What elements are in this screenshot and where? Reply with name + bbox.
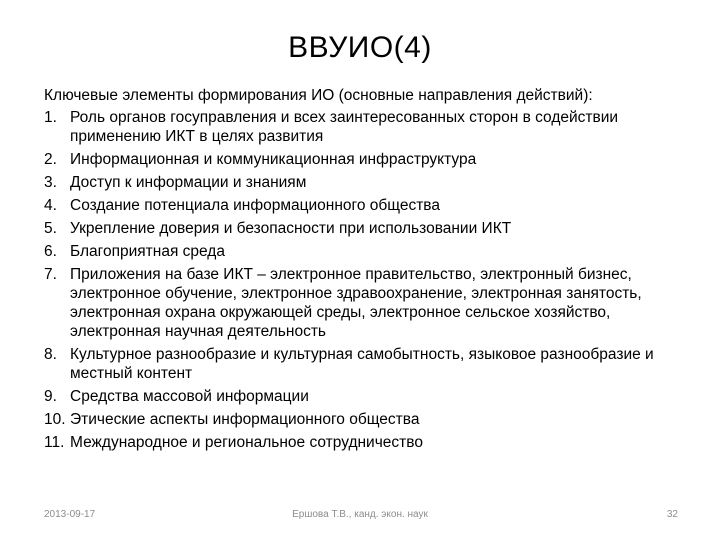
item-number: 6. xyxy=(44,243,57,260)
list-item xyxy=(44,196,684,215)
item-text: Культурное разнообразие и культурная самобытность, языковое разнообразие и местный контент xyxy=(70,346,654,382)
footer-date: 2013-09-17 xyxy=(44,509,96,520)
item-number: 11. xyxy=(44,434,65,451)
list-item xyxy=(44,219,684,238)
item-text: Информационная и коммуникационная инфраструктура xyxy=(70,151,477,168)
intro-text: Ключевые элементы формирования ИО (основные направления действий): xyxy=(44,87,593,104)
directions-list xyxy=(44,108,684,452)
item-number: 5. xyxy=(44,220,57,237)
item-text: Этические аспекты информационного общества xyxy=(70,411,420,428)
slide-title: ВВУИО(4) xyxy=(288,31,432,64)
list-item xyxy=(44,345,684,383)
item-number: 10. xyxy=(44,411,66,428)
list-item xyxy=(44,242,684,261)
item-text: Создание потенциала информационного общества xyxy=(70,197,440,214)
item-text: Роль органов госуправления и всех заинтересованных сторон в содействии применению ИКТ в целях развития xyxy=(70,109,619,145)
item-number: 8. xyxy=(44,346,57,363)
item-number: 2. xyxy=(44,151,57,168)
list-item xyxy=(44,387,684,406)
list-item xyxy=(44,173,684,192)
item-number: 7. xyxy=(44,266,57,283)
list-item xyxy=(44,410,684,429)
list-item xyxy=(44,265,684,341)
item-number: 9. xyxy=(44,388,57,405)
list-item xyxy=(44,150,684,169)
item-text: Укрепление доверия и безопасности при использовании ИКТ xyxy=(70,220,512,237)
item-text: Благоприятная среда xyxy=(70,243,225,260)
item-number: 1. xyxy=(44,109,57,126)
item-number: 4. xyxy=(44,197,57,214)
slide-body xyxy=(44,86,684,456)
list-item xyxy=(44,433,684,452)
page-number: 32 xyxy=(666,509,678,520)
footer-author: Ершова Т.В., канд. экон. наук xyxy=(292,509,428,520)
list-item xyxy=(44,108,684,146)
item-text: Приложения на базе ИКТ – электронное правительство, электронный бизнес, электронное обучение, электронное здравоохранение, электронная занятость, электронная охрана окружающей среды, электронное сельское хозяйство, электронная научная деятельность xyxy=(70,266,642,340)
item-text: Средства массовой информации xyxy=(70,388,309,405)
item-text: Доступ к информации и знаниям xyxy=(70,174,307,191)
item-number: 3. xyxy=(44,174,57,191)
item-text: Международное и региональное сотрудничество xyxy=(70,434,423,451)
